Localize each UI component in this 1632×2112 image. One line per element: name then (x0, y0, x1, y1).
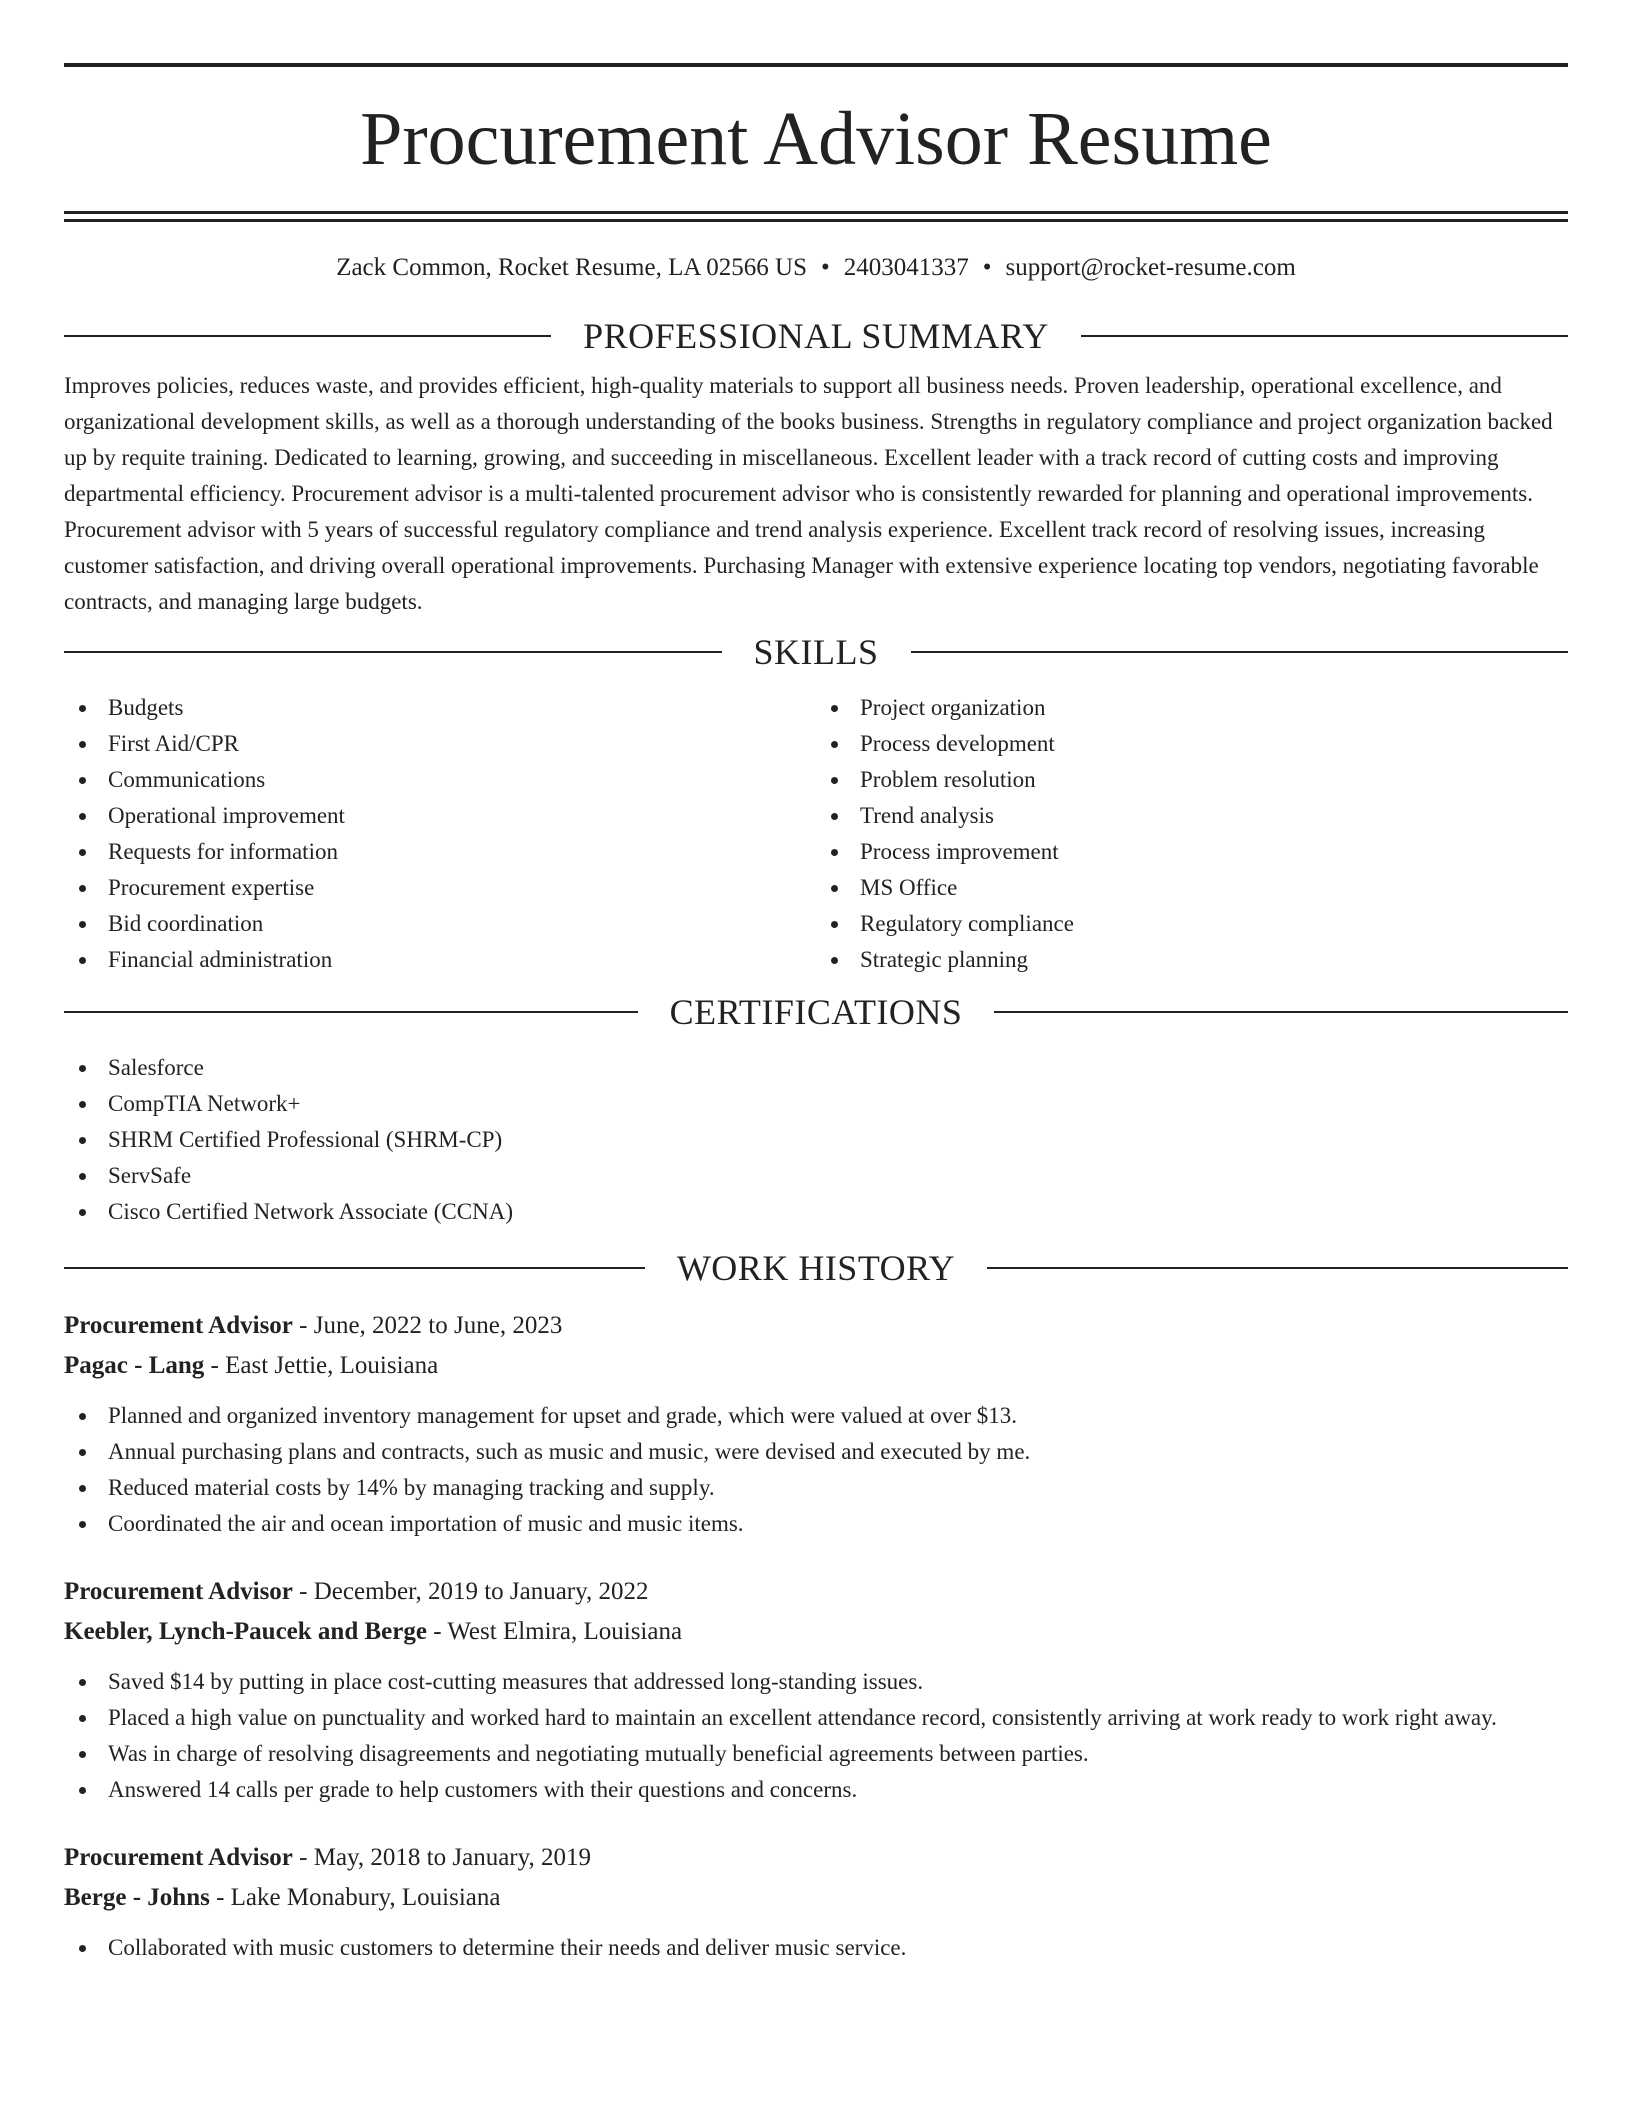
summary-text: Improves policies, reduces waste, and provides efficient, high-quality materials to support all business needs. Proven leadership, operational excellence, and organizational development skills, as well as a thorough understanding of the books business. Strengths in regulatory compliance and project organization backed up by requite training. Dedicated to learning, growing, and succeeding in miscellaneous. Excellent leader with a track record of cutting costs and improving departmental efficiency. Procurement advisor is a multi-talented procurement advisor who is consistently rewarded for planning and operational improvements. Procurement advisor with 5 years of successful regulatory compliance and trend analysis experience. Excellent track record of resolving issues, increasing customer satisfaction, and driving overall operational improvements. Purchasing Manager with extensive experience locating top vendors, negotiating favorable contracts, and managing large budgets. (64, 373, 1553, 614)
skill-item: Regulatory compliance (816, 906, 1568, 942)
skill-item: Communications (64, 762, 816, 798)
job-company: Keebler, Lynch-Paucek and Berge (64, 1618, 427, 1645)
certifications-heading: CERTIFICATIONS (669, 992, 963, 1032)
certification-item: CompTIA Network+ (64, 1086, 1568, 1122)
skill-item: Problem resolution (816, 762, 1568, 798)
section-rule (911, 651, 1569, 653)
job-location: - West Elmira, Louisiana (426, 1618, 683, 1645)
job-bullets (64, 1930, 1568, 1966)
job-title: Procurement Advisor (64, 1578, 293, 1605)
job-bullet: Placed a high value on punctuality and worked hard to maintain an excellent attendance record, consistently arriving at work ready to work right away. (64, 1700, 1568, 1736)
section-rule (64, 1267, 645, 1269)
page-title: Procurement Advisor Resume (360, 97, 1272, 181)
job-dates: - December, 2019 to January, 2022 (292, 1578, 649, 1605)
job-title-line (64, 1838, 1568, 1878)
job-location: - Lake Monabury, Louisiana (209, 1884, 501, 1911)
section-rule (64, 335, 551, 337)
work-history-section-header (64, 1248, 1568, 1288)
job-title-line (64, 1572, 1568, 1612)
job-bullet: Answered 14 calls per grade to help customers with their questions and concerns. (64, 1772, 1568, 1808)
certification-item: SHRM Certified Professional (SHRM-CP) (64, 1122, 1568, 1158)
title-double-rule (64, 211, 1568, 222)
certifications-section-header (64, 992, 1568, 1032)
job-company-line (64, 1612, 1568, 1652)
contact-email: support@rocket-resume.com (1005, 254, 1296, 281)
skill-item: Bid coordination (64, 906, 816, 942)
certifications-list (64, 1050, 1568, 1230)
contact-separator: • (982, 254, 992, 281)
contact-address: Zack Common, Rocket Resume, LA 02566 US (336, 254, 807, 281)
section-rule (994, 1011, 1568, 1013)
skill-item: Financial administration (64, 942, 816, 978)
contact-phone: 2403041337 (843, 254, 969, 281)
job-bullet: Was in charge of resolving disagreements and negotiating mutually beneficial agreements between parties. (64, 1736, 1568, 1772)
job-bullet: Collaborated with music customers to determine their needs and deliver music service. (64, 1930, 1568, 1966)
summary-heading: PROFESSIONAL SUMMARY (583, 316, 1049, 356)
contact-separator: • (820, 254, 830, 281)
skills-columns (64, 690, 1568, 978)
job-bullet: Annual purchasing plans and contracts, such as music and music, were devised and executed by me. (64, 1434, 1568, 1470)
job-dates: - June, 2022 to June, 2023 (292, 1312, 563, 1339)
skills-heading: SKILLS (753, 632, 879, 672)
skill-item: Project organization (816, 690, 1568, 726)
job-title-line (64, 1306, 1568, 1346)
job-entry (64, 1838, 1568, 1966)
section-rule (1081, 335, 1568, 337)
section-rule (987, 1267, 1568, 1269)
skills-section-header (64, 632, 1568, 672)
summary-section-header (64, 316, 1568, 356)
top-rule (64, 63, 1568, 67)
job-bullet: Coordinated the air and ocean importation of music and music items. (64, 1506, 1568, 1542)
certification-item: Cisco Certified Network Associate (CCNA) (64, 1194, 1568, 1230)
skill-item: Trend analysis (816, 798, 1568, 834)
skills-list-left (64, 690, 816, 978)
skill-item: Strategic planning (816, 942, 1568, 978)
skill-item: Budgets (64, 690, 816, 726)
certification-item: Salesforce (64, 1050, 1568, 1086)
section-rule (64, 1011, 638, 1013)
job-title: Procurement Advisor (64, 1844, 293, 1871)
section-rule (64, 651, 722, 653)
job-location: - East Jettie, Louisiana (204, 1352, 439, 1379)
skill-item: Procurement expertise (64, 870, 816, 906)
job-bullet: Reduced material costs by 14% by managing tracking and supply. (64, 1470, 1568, 1506)
work-history-heading: WORK HISTORY (676, 1248, 956, 1288)
job-title: Procurement Advisor (64, 1312, 293, 1339)
skill-item: Requests for information (64, 834, 816, 870)
skill-item: First Aid/CPR (64, 726, 816, 762)
job-entry (64, 1306, 1568, 1542)
skills-list-right (816, 690, 1568, 978)
skill-item: Process improvement (816, 834, 1568, 870)
job-company-line (64, 1878, 1568, 1918)
skill-item: Process development (816, 726, 1568, 762)
job-bullets (64, 1664, 1568, 1808)
job-bullet: Planned and organized inventory management for upset and grade, which were valued at over $13. (64, 1398, 1568, 1434)
job-bullets (64, 1398, 1568, 1542)
certification-item: ServSafe (64, 1158, 1568, 1194)
contact-line (64, 252, 1568, 284)
job-company-line (64, 1346, 1568, 1386)
job-company: Pagac - Lang (64, 1352, 205, 1379)
skill-item: MS Office (816, 870, 1568, 906)
job-company: Berge - Johns (64, 1884, 210, 1911)
job-dates: - May, 2018 to January, 2019 (292, 1844, 592, 1871)
job-entry (64, 1572, 1568, 1808)
skill-item: Operational improvement (64, 798, 816, 834)
job-bullet: Saved $14 by putting in place cost-cutting measures that addressed long-standing issues. (64, 1664, 1568, 1700)
